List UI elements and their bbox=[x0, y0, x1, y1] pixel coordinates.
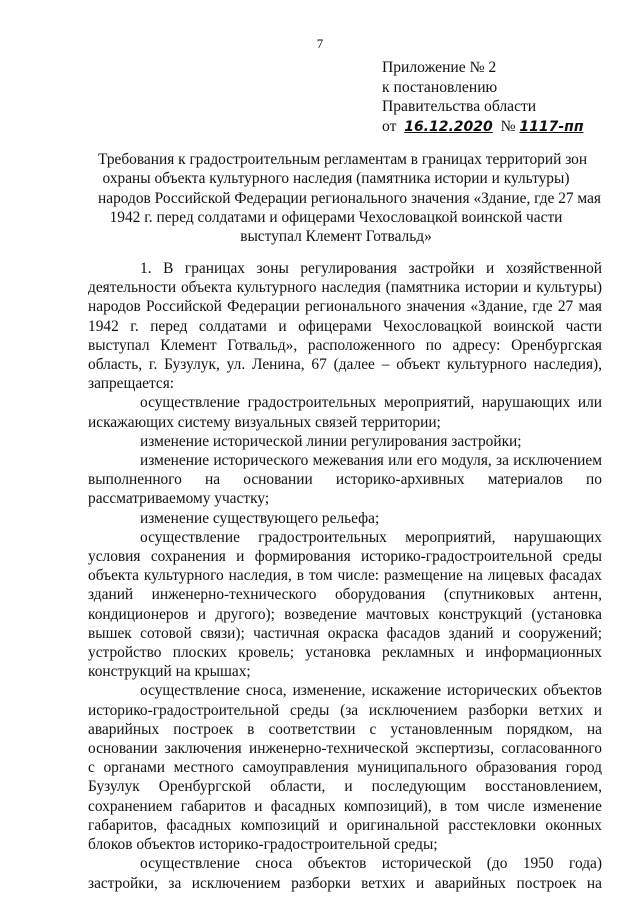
handwritten-date: 16.12.2020 bbox=[404, 118, 493, 135]
text-line: запрещается: bbox=[88, 375, 175, 393]
text-line: народов Российской Федерации регионального значения «Здание, где 27 мая bbox=[88, 298, 602, 316]
text-line: осуществление сноса объектов исторической (до 1950 года) bbox=[140, 855, 602, 873]
text-line: рассматриваемому участку; bbox=[88, 490, 270, 508]
text-line: осуществление сноса, изменение, искажение исторических объектов bbox=[140, 682, 602, 700]
paragraph bbox=[88, 528, 602, 682]
text-line: сохранением габаритов и фасадных композиций), в том числе изменение bbox=[88, 797, 602, 815]
appendix-title: Приложение № 2 bbox=[382, 59, 497, 76]
text-line: осуществление градостроительных мероприятий, нарушающих или bbox=[140, 394, 602, 412]
text-line: выполненного на основании историко-архивных материалов по bbox=[88, 471, 602, 489]
text-line: изменение исторического межевания или его модуля, за исключением bbox=[140, 452, 602, 470]
title-line: Требования к градостроительным регламентам в границах территорий зон bbox=[98, 151, 588, 168]
text-line: габаритов, фасадных композиций и оригинальной расстекловки оконных bbox=[88, 816, 602, 834]
paragraph bbox=[88, 432, 602, 451]
text-line: искажающих систему визуальных связей территории; bbox=[88, 413, 441, 431]
text-line: выступал Клемент Готвальд», расположенного по адресу: Оренбургская bbox=[88, 336, 602, 354]
text-line: деятельности объекта культурного наследия (памятника истории и культуры) bbox=[88, 279, 602, 297]
paragraph bbox=[88, 259, 602, 393]
appendix-resolution-label: к постановлению bbox=[382, 78, 498, 96]
text-line: зданий инженерно-технического оборудования (спутниковых антенн, bbox=[88, 586, 602, 604]
paragraph bbox=[88, 451, 602, 509]
title-line: 1942 г. перед солдатами и офицерами Чехословацкой воинской части bbox=[109, 208, 563, 226]
text-line: кондиционеров и другого); возведение мачтовых конструкций (установка bbox=[88, 605, 602, 623]
paragraph bbox=[88, 854, 602, 892]
title-line: охраны объекта культурного наследия (памятника истории и культуры) bbox=[102, 170, 570, 188]
text-line: 1942 г. перед солдатами и офицерами Чехословацкой воинской части bbox=[88, 317, 602, 335]
text-line: изменение существующего рельефа; bbox=[140, 509, 380, 527]
title-line: выступал Клемент Готвальд» bbox=[240, 228, 432, 246]
text-line: устройство плоских кровель; установка рекламных и информационных bbox=[88, 644, 602, 662]
from-label: от bbox=[382, 117, 397, 135]
paragraph bbox=[88, 393, 602, 431]
text-line: Бузулук Оренбургской области, и последующим восстановлением, bbox=[88, 778, 602, 796]
handwritten-number: 1117-пп bbox=[519, 118, 584, 135]
page-number: 7 bbox=[316, 36, 324, 51]
title-line: народов Российской Федерации регионального значения «Здание, где 27 мая bbox=[98, 189, 601, 207]
text-line: конструкций на крышах; bbox=[88, 663, 251, 681]
paragraph bbox=[88, 509, 602, 528]
number-label: № bbox=[500, 117, 516, 135]
text-line: блоков объектов историко-градостроительной среды; bbox=[88, 836, 438, 854]
document-body bbox=[88, 259, 602, 893]
text-line: застройки, за исключением разборки ветхих и аварийных построек на bbox=[88, 874, 602, 892]
appendix-block bbox=[382, 58, 622, 137]
appendix-government-label: Правительства области bbox=[382, 98, 537, 116]
text-line: изменение исторической линии регулирования застройки; bbox=[140, 432, 522, 450]
text-line: объекта культурного наследия, в том числе: размещение на лицевых фасадах bbox=[88, 567, 602, 585]
text-line: вышек сотовой связи); частичная окраска фасадов зданий и сооружений; bbox=[88, 624, 602, 642]
document-title bbox=[98, 150, 601, 246]
paragraph bbox=[88, 681, 602, 854]
text-line: с органами местного самоуправления муниципального образования город bbox=[88, 759, 602, 777]
text-line: осуществление градостроительных мероприятий, нарушающих bbox=[140, 528, 602, 546]
appendix-date-line bbox=[382, 117, 622, 138]
text-line: основании заключения инженерно-технической экспертизы, согласованного bbox=[88, 740, 602, 758]
text-line: историко-градостроительной среды (за исключением разборки ветхих и bbox=[88, 701, 602, 719]
text-line: условия сохранения и формирования историко-градостроительной среды bbox=[88, 548, 602, 566]
text-line: 1. В границах зоны регулирования застройки и хозяйственной bbox=[140, 260, 602, 277]
text-line: аварийных построек в соответствии с установленным порядком, на bbox=[88, 720, 602, 738]
text-line: область, г. Бузулук, ул. Ленина, 67 (далее – объект культурного наследия), bbox=[88, 356, 602, 374]
